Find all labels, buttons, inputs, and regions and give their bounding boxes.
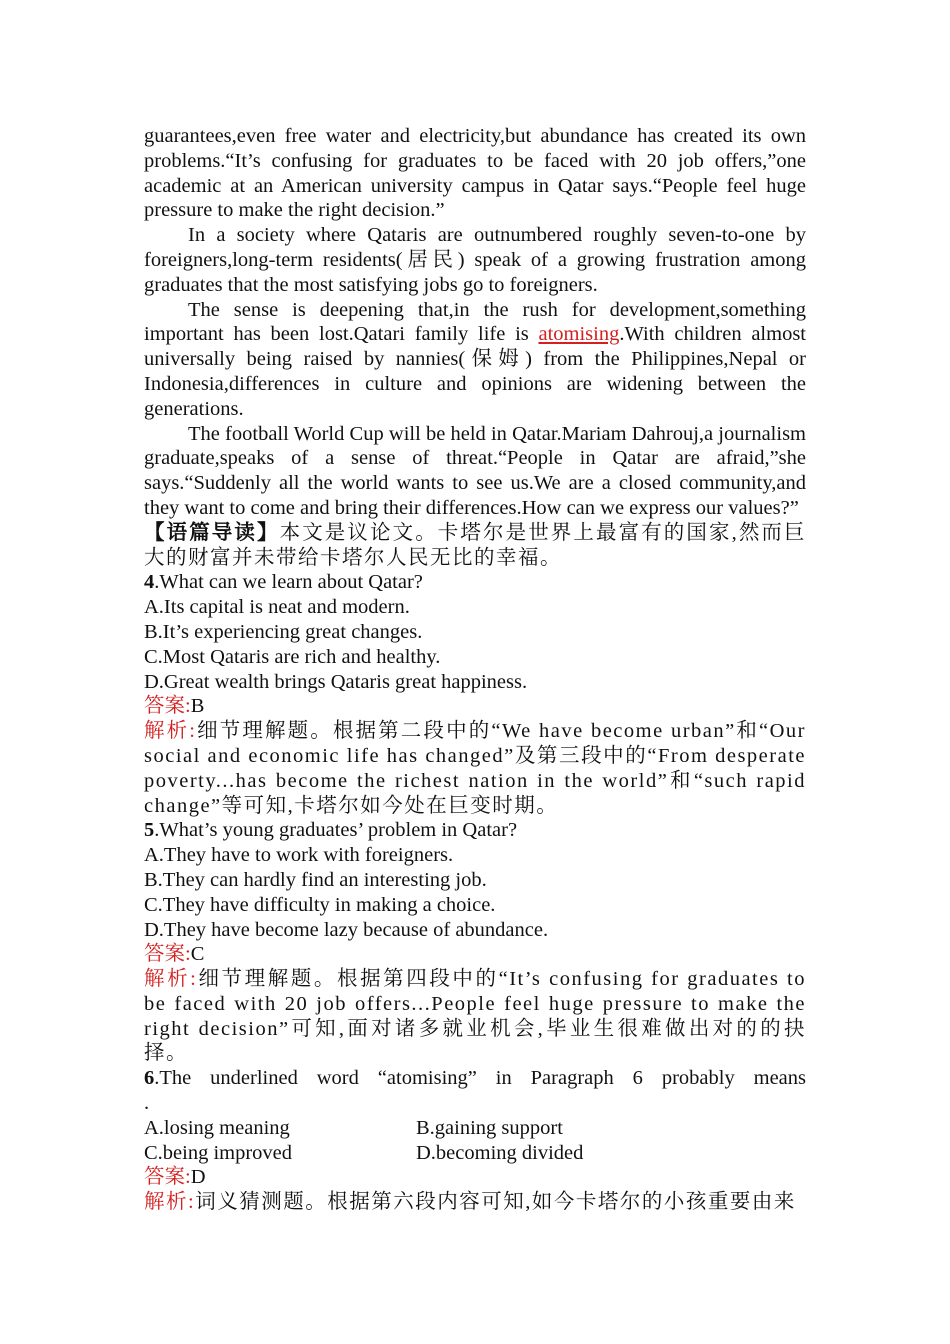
paragraph-3-start: The sense is deepening that,in the rush for development,something important has been lost.Qatari family life is bbox=[144, 298, 806, 346]
analysis-label: 解析: bbox=[144, 720, 197, 743]
options-row-1 bbox=[144, 1116, 806, 1141]
reading-guide-text: 本文是议论文。卡塔尔是世界上最富有的国家,然而巨大的财富并未带给卡塔尔人民无比的幸福。 bbox=[144, 521, 807, 569]
option-b: B.It’s experiencing great changes. bbox=[144, 620, 423, 643]
analysis-label: 解析: bbox=[144, 1191, 196, 1214]
question-4 bbox=[144, 570, 806, 818]
question-number: 4 bbox=[144, 571, 155, 594]
question-text: .What can we learn about Qatar? bbox=[154, 571, 423, 594]
option-d: D.They have become lazy because of abundance. bbox=[144, 918, 549, 941]
answer-line bbox=[144, 694, 806, 719]
question-6-blank: . bbox=[144, 1092, 150, 1115]
answer-value: B bbox=[190, 695, 205, 718]
answer-line bbox=[144, 942, 806, 967]
question-text: .The underlined word “atomising” in Paragraph 6 probably means bbox=[154, 1067, 806, 1090]
question-6-stem bbox=[144, 1066, 806, 1091]
answer-value: D bbox=[190, 1166, 206, 1189]
option-d: D.becoming divided bbox=[416, 1141, 584, 1164]
passage-paragraph-4: The football World Cup will be held in Qatar.Mariam Dahrouj,a journalism graduate,speaks of a sense of threat.“People in Qatar are afraid,”she says.“Suddenly all the world wants to see us.We are a closed community,and they want to come and bring their differences.How can we express our values?” bbox=[144, 422, 806, 519]
options-row-2 bbox=[144, 1141, 806, 1166]
reading-guide-label: 【语篇导读】 bbox=[144, 521, 280, 544]
analysis-label: 解析: bbox=[144, 968, 198, 991]
question-5 bbox=[144, 818, 806, 1066]
option-a: A.losing meaning bbox=[144, 1116, 290, 1139]
passage-paragraph-2: In a society where Qataris are outnumbered roughly seven-to-one by foreigners,long-term residents(居民) speak of a growing frustration among graduates that the most satisfying jobs go to foreigners. bbox=[144, 224, 806, 296]
answer-label: 答案: bbox=[144, 1166, 191, 1189]
analysis-text: 词义猜测题。根据第六段内容可知,如今卡塔尔的小孩重要由来 bbox=[195, 1191, 796, 1214]
answer-label: 答案: bbox=[144, 695, 191, 718]
underlined-word-atomising: atomising bbox=[538, 323, 620, 346]
question-text: .What’s young graduates’ problem in Qatar? bbox=[154, 819, 518, 842]
option-a: A.Its capital is neat and modern. bbox=[144, 596, 410, 619]
question-5-stem bbox=[144, 818, 806, 843]
analysis-text: 细节理解题。根据第四段中的“It’s confusing for graduates to be faced with 20 job offers...People feel huge pressure to make the right decision”可知,面对诸多就业机会,毕业生很难做出对的的抉择。 bbox=[144, 968, 806, 1065]
question-6 bbox=[144, 1066, 806, 1215]
option-d: D.Great wealth brings Qataris great happiness. bbox=[144, 670, 528, 693]
question-number: 6 bbox=[144, 1067, 155, 1090]
passage-paragraph-1: guarantees,even free water and electricity,but abundance has created its own problems.“It’s confusing for graduates to be faced with 20 job offers,”one academic at an American university campus in Qatar says.“People feel huge pressure to make the right decision.” bbox=[144, 125, 806, 222]
reading-guide bbox=[144, 521, 806, 571]
analysis-line bbox=[144, 719, 806, 818]
question-4-stem bbox=[144, 570, 806, 595]
paragraph-3-end: .With children almost universally being raised by nannies(保姆) from the Philippines,Nepal or Indonesia,differences in culture and opinions are widening between the generations. bbox=[144, 323, 806, 420]
answer-line bbox=[144, 1165, 806, 1190]
answer-value: C bbox=[190, 943, 205, 966]
page-content bbox=[144, 124, 806, 1215]
option-a: A.They have to work with foreigners. bbox=[144, 844, 454, 867]
question-number: 5 bbox=[144, 819, 155, 842]
answer-label: 答案: bbox=[144, 943, 191, 966]
analysis-text: 细节理解题。根据第二段中的“We have become urban”和“Our social and economic life has changed”及第三段中的“From desperate poverty...has become the richest nation in the world”和“such rapid change”等可知,卡塔尔如今处在巨变时期。 bbox=[144, 720, 806, 817]
option-b: B.They can hardly find an interesting job. bbox=[144, 868, 487, 891]
option-c: C.Most Qataris are rich and healthy. bbox=[144, 645, 441, 668]
option-c: C.being improved bbox=[144, 1141, 293, 1164]
analysis-line bbox=[144, 967, 806, 1066]
option-c: C.They have difficulty in making a choice. bbox=[144, 893, 496, 916]
option-b: B.gaining support bbox=[416, 1116, 563, 1139]
passage-paragraph-3 bbox=[144, 298, 806, 422]
analysis-line bbox=[144, 1190, 806, 1215]
